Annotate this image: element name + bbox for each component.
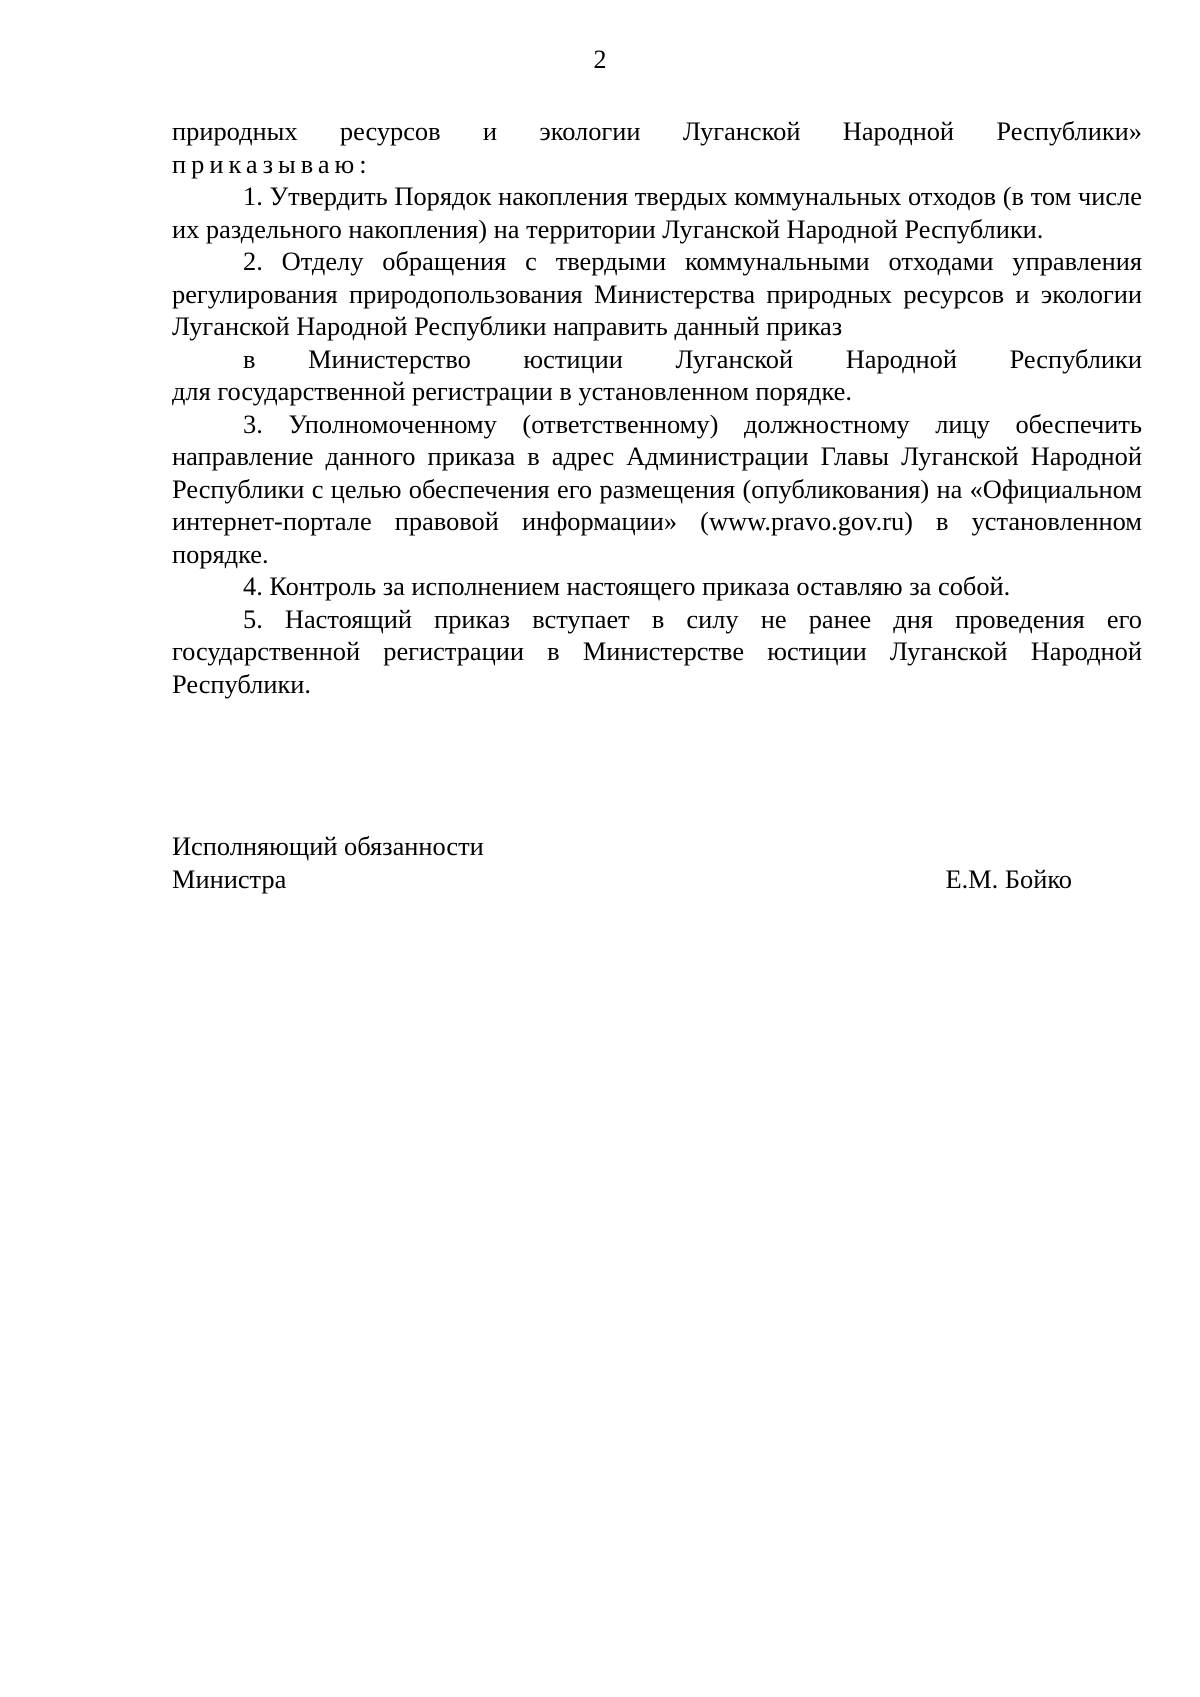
signatory-name: Е.М. Бойко	[945, 864, 1072, 894]
order-item-3: 3. Уполномоченному (ответственному) должностному лицу обеспечить направление данного приказа в адрес Администрации Главы Луганской Народной Республики с целью обеспечения его размещения (опубликования) на «Официальном интернет-портале правовой информации» (www.pravo.gov.ru) в установленном порядке.	[172, 408, 1142, 569]
order-item-2	[172, 245, 1142, 408]
signatory-title: Министра	[172, 864, 287, 894]
order-item-2-text: 2. Отделу обращения с твердыми коммунальными отходами управления регулирования природопользования Министерства природных ресурсов и экологии Луганской Народной Республики направить данный приказ	[172, 246, 1142, 341]
order-item-4: 4. Контроль за исполнением настоящего приказа оставляю за собой.	[243, 571, 1011, 601]
document-body	[172, 115, 1142, 700]
signatory-position: Исполняющий обязанности	[172, 831, 484, 861]
order-item-5: 5. Настоящий приказ вступает в силу не ранее дня проведения его государственной регистрации в Министерстве юстиции Луганской Народной Республики.	[172, 603, 1142, 699]
preamble-line: природных ресурсов и экологии Луганской Народной Республики»	[172, 116, 1142, 146]
page-number: 2	[593, 45, 607, 74]
signature-row	[172, 863, 1072, 896]
order-item-2-line: в Министерство юстиции Луганской Народной Республики	[243, 343, 1142, 374]
order-item-2-text-end: для государственной регистрации в установленном порядке.	[172, 376, 852, 406]
order-verb: приказываю:	[172, 148, 372, 179]
order-item-1: 1. Утвердить Порядок накопления твердых коммунальных отходов (в том числе их раздельного накопления) на территории Луганской Народной Республики.	[172, 181, 1142, 244]
signature-block	[172, 830, 1072, 896]
